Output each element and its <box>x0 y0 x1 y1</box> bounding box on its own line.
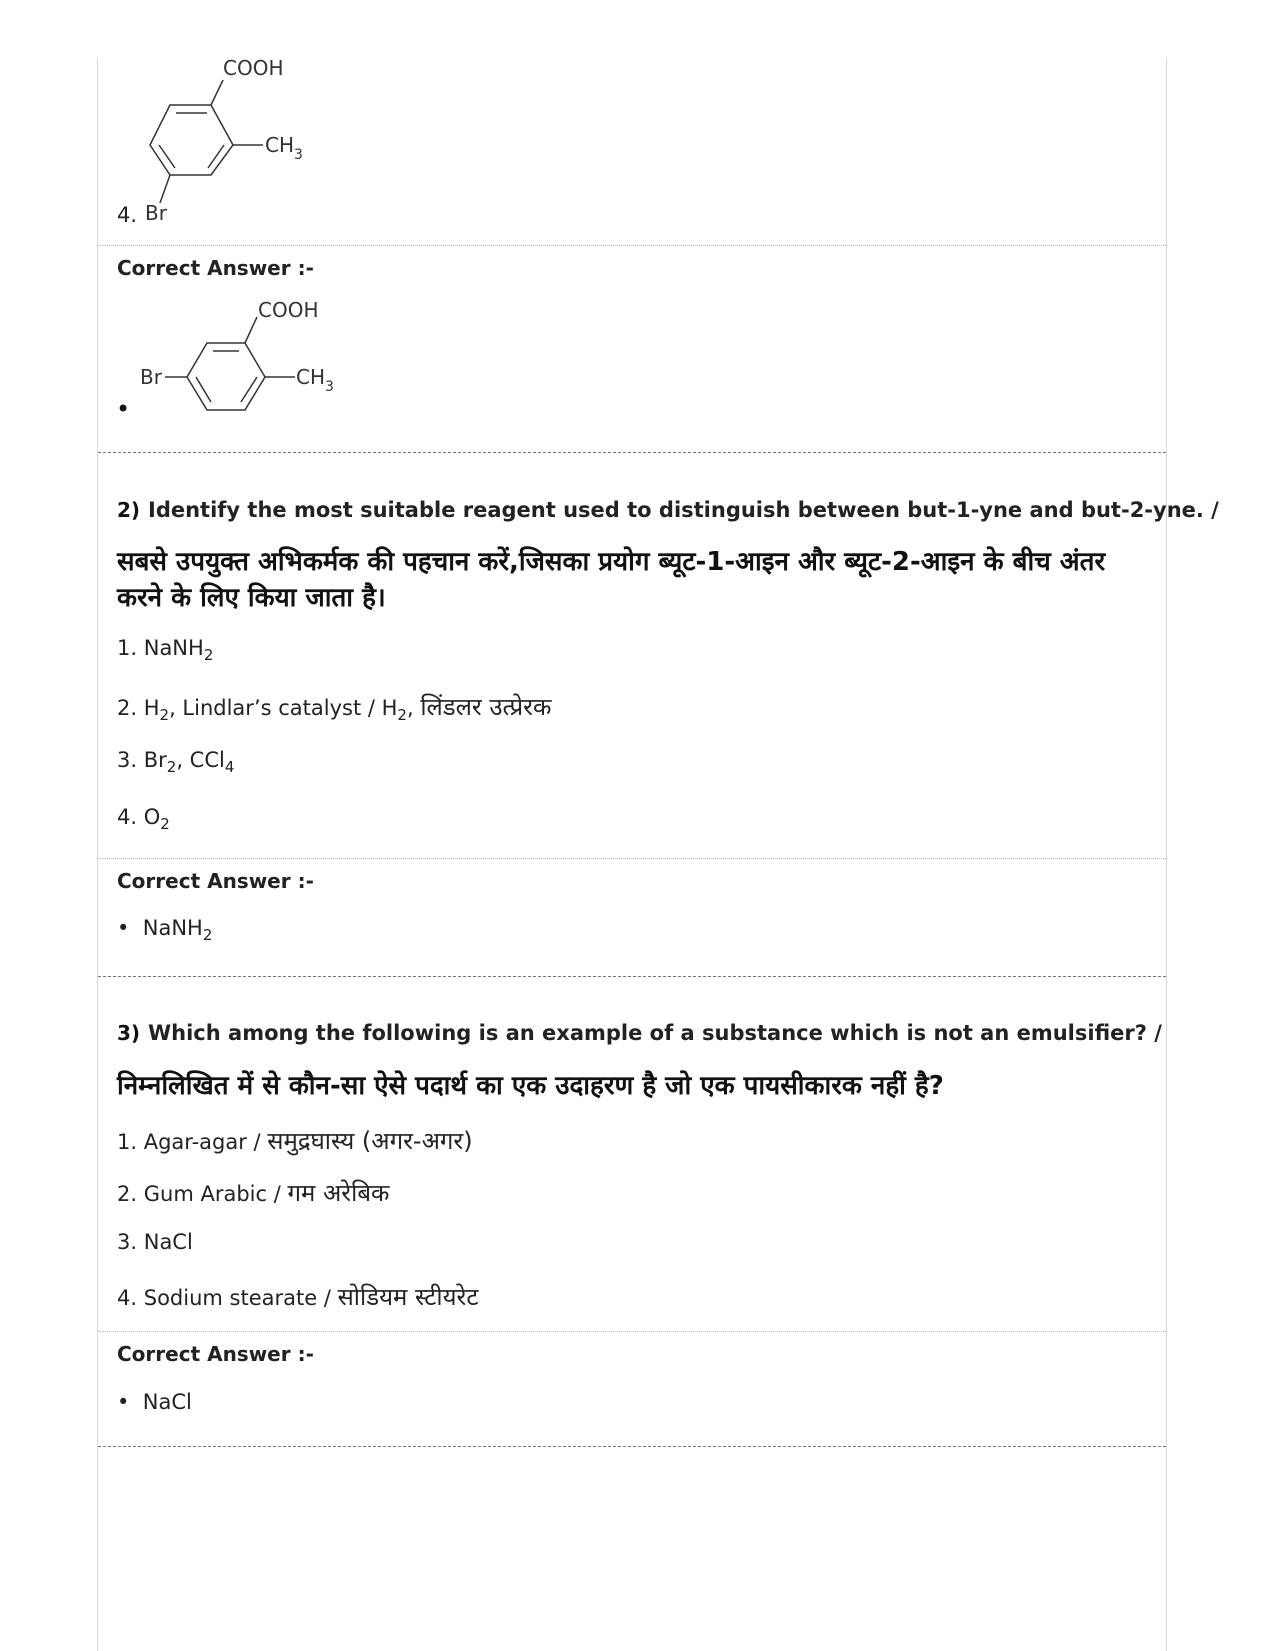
divider <box>98 858 1166 859</box>
ch3-label: $CH_3$ <box>265 133 303 163</box>
q3-option-4: 4. Sodium stearate / सोडियम स्टीयरेट <box>117 1283 479 1311</box>
q2-answer: • NaNH$_2$ <box>117 916 213 944</box>
question-separator <box>98 976 1166 977</box>
q3-question-hi: निम्नलिखित में से कौन-सा ऐसे पदार्थ का एक उदाहरण है जो एक पायसीकारक नहीं है? <box>117 1071 944 1101</box>
q2-option-2: 2. $H_2$, Lindlar’s catalyst / $H_2$, लिंडलर उत्प्रेरक <box>117 693 552 724</box>
q1-option4-number: 4. <box>117 203 138 227</box>
cooh-label: COOH <box>258 298 319 322</box>
divider <box>98 1331 1166 1332</box>
q1-option4-structure <box>135 55 335 230</box>
q1-answer-bullet: • <box>116 395 131 423</box>
q2-question-en: Identify the most suitable reagent used to distinguish between but-1-yne and but-2-yne. / <box>148 498 1219 522</box>
q2-option-4: 4. $O_2$ <box>117 805 170 833</box>
q2-number: 2) <box>117 498 141 522</box>
cooh-label: COOH <box>223 56 284 80</box>
ch3-label: $CH_3$ <box>296 365 334 395</box>
q3-answer: • NaCl <box>117 1390 192 1414</box>
q2-correct-answer-label: Correct Answer :- <box>117 869 314 893</box>
q3-correct-answer-label: Correct Answer :- <box>117 1342 314 1366</box>
q3-option-1: 1. Agar-agar / समुद्रघास्य (अगर-अगर) <box>117 1127 473 1155</box>
q3-question-en: Which among the following is an example of a substance which is not an emulsifier? / <box>148 1021 1162 1045</box>
q2-question-hi: सबसे उपयुक्त अभिकर्मक की पहचान करें,जिसका प्रयोग ब्यूट-1-आइन और ब्यूट-2-आइन के बीच अंतर करने के लिए किया जाता है। <box>117 547 1106 613</box>
divider <box>98 245 1166 246</box>
q3-option-2: 2. Gum Arabic / गम अरेबिक <box>117 1179 390 1207</box>
q3-option-3: 3. NaCl <box>117 1230 193 1254</box>
br-label: Br <box>140 365 162 389</box>
question-separator <box>98 452 1166 453</box>
q1-correct-structure <box>135 295 355 425</box>
q2-option-3: 3. $Br_2$, CCl$_4$ <box>117 748 235 776</box>
question-separator <box>98 1446 1166 1447</box>
q2-option-1: 1. NaNH$_2$ <box>117 636 214 664</box>
q1-correct-answer-label: Correct Answer :- <box>117 256 314 280</box>
q3-number: 3) <box>117 1021 141 1045</box>
br-label: Br <box>145 201 167 225</box>
